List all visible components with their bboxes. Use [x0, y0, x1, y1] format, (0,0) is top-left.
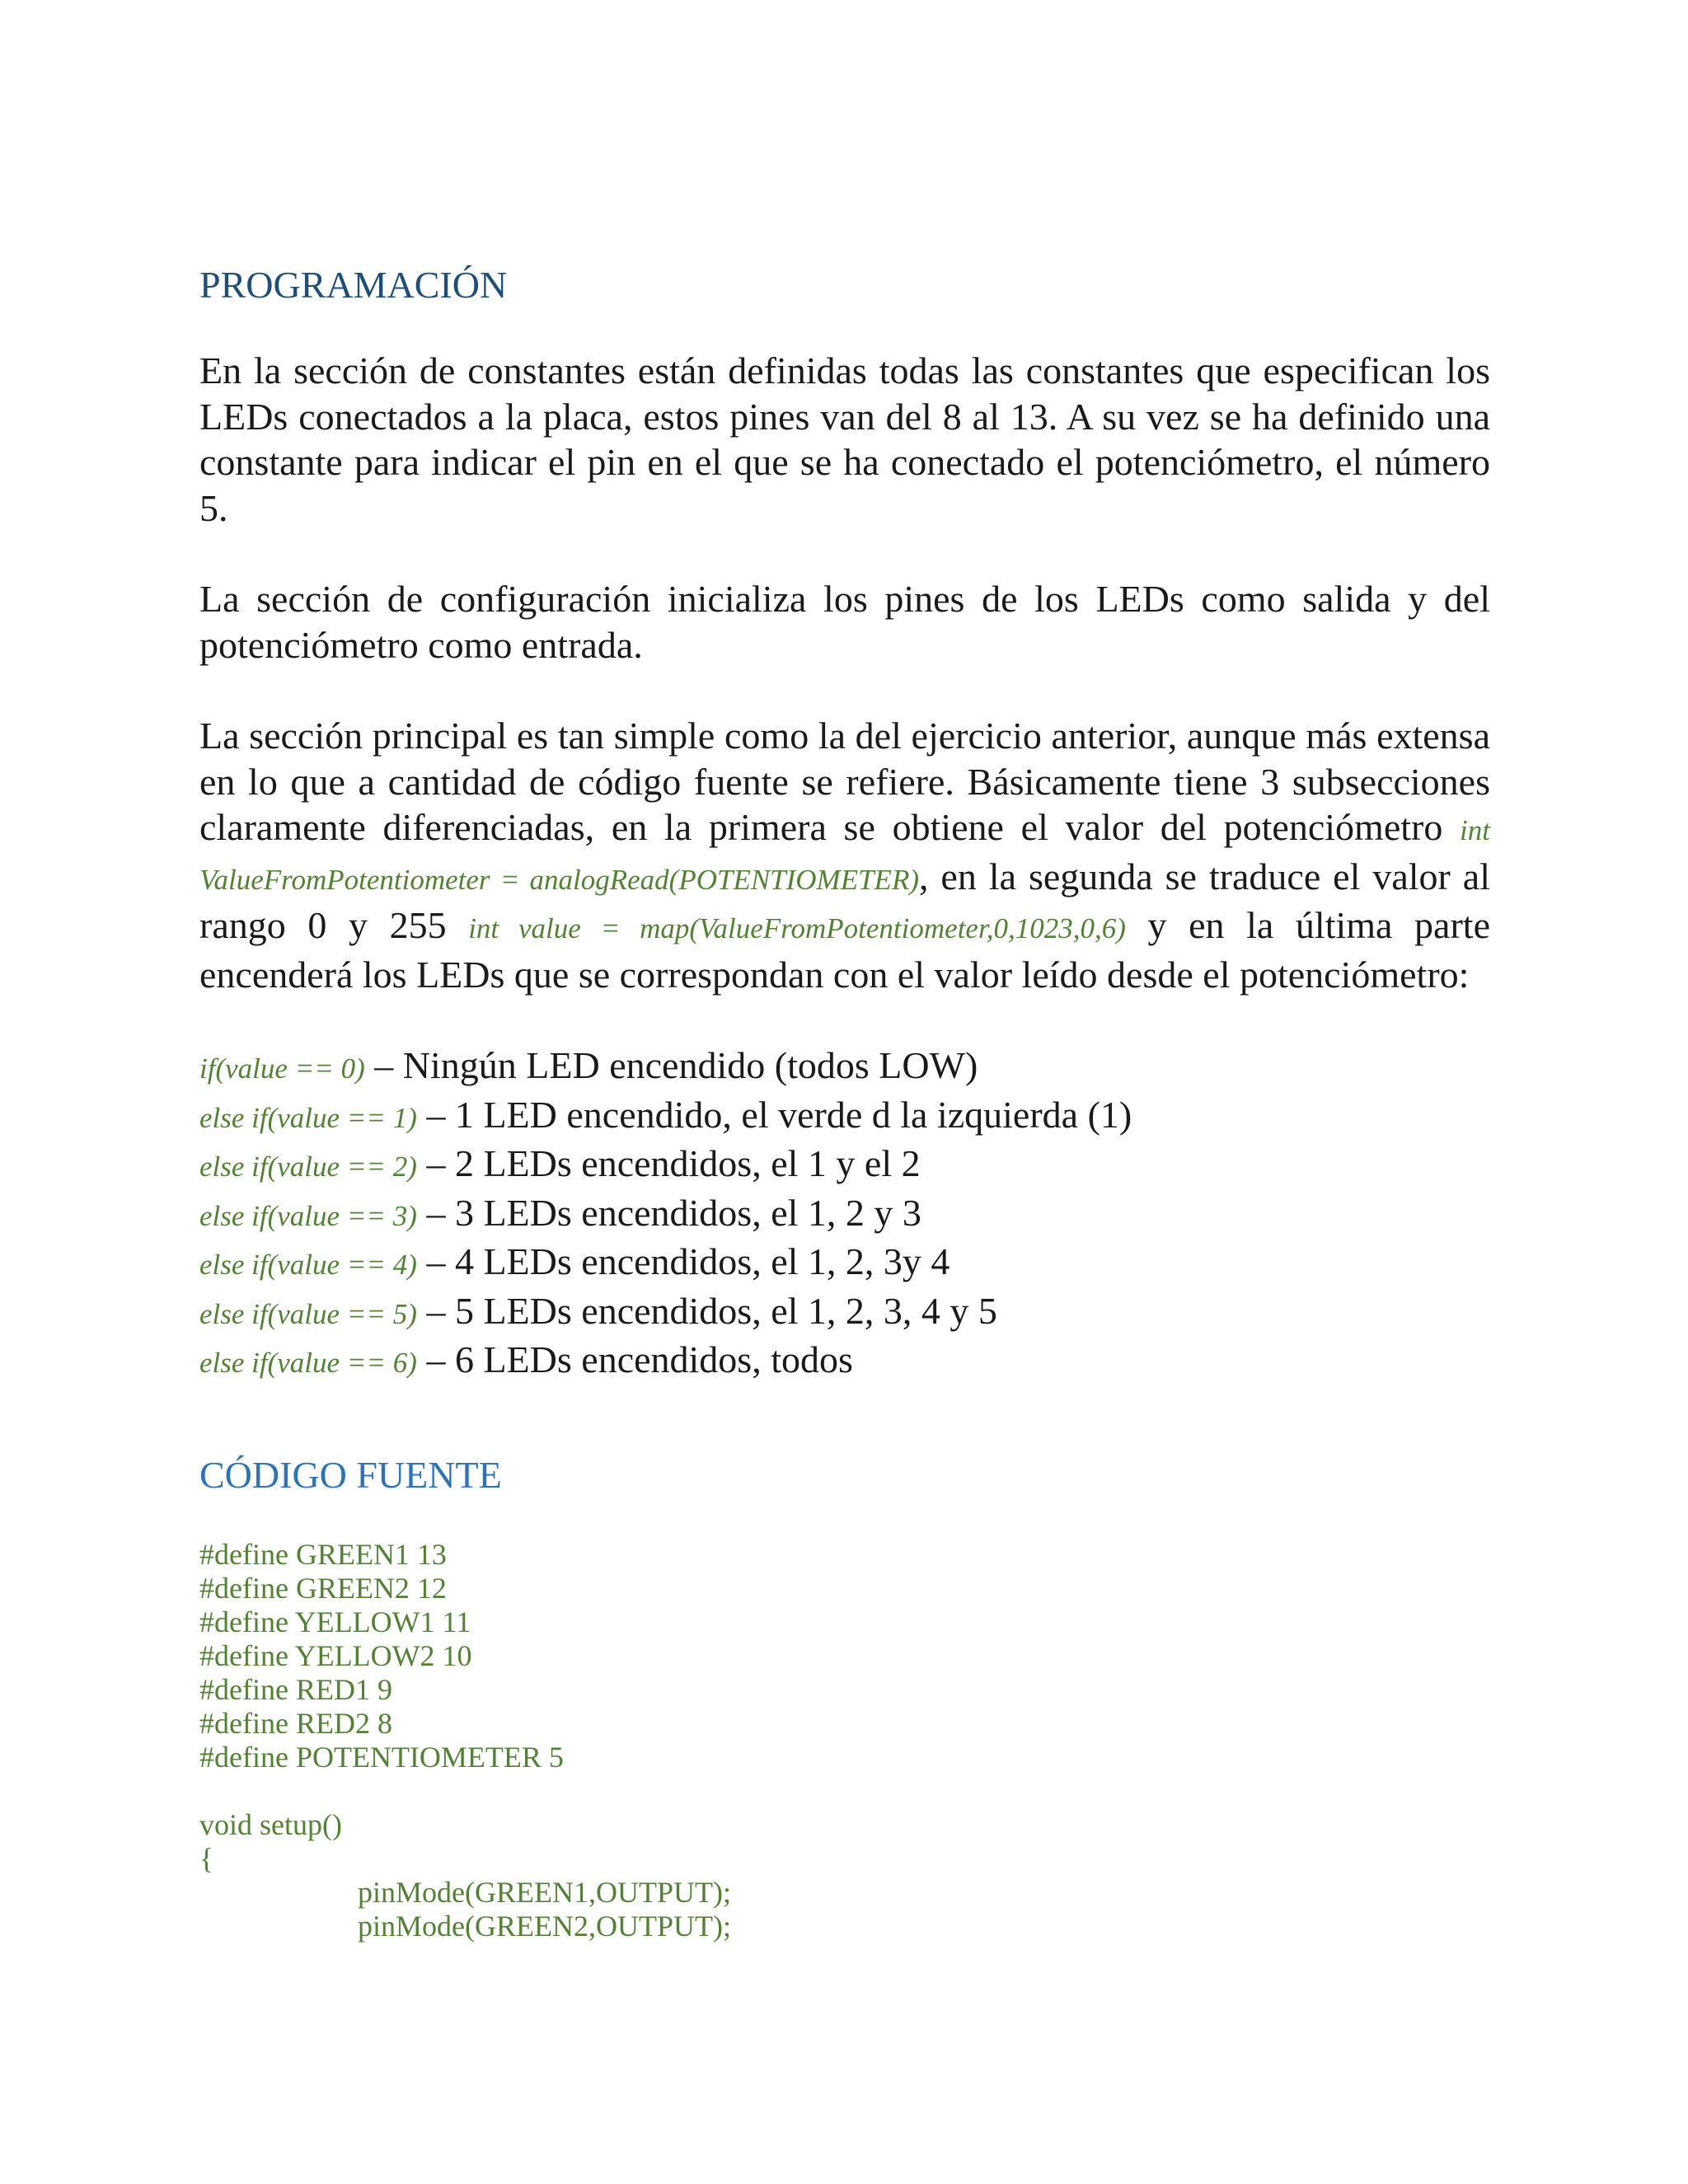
case-line	[199, 1141, 1490, 1190]
value-cases-list	[199, 1043, 1490, 1386]
paragraph-constants: En la sección de constantes están definidas todas las constantes que especifican los LEDs conectados a la placa, estos pines van del 8 al 13. A su vez se ha definido una constante para indicar el pin en el que se ha conectado el potenciómetro, el número 5.	[199, 349, 1490, 529]
case-line	[199, 1190, 1490, 1240]
code-line-define: #define YELLOW2 10	[199, 1638, 472, 1672]
case-description: – 3 LEDs encendidos, el 1, 2 y 3	[416, 1191, 921, 1234]
paragraph-config: La sección de configuración inicializa los pines de los LEDs como salida y del potenciómetro como entrada.	[199, 578, 1490, 666]
case-description: – 2 LEDs encendidos, el 1 y el 2	[416, 1142, 921, 1184]
code-line-pinmode: pinMode(GREEN1,OUTPUT);	[358, 1875, 731, 1909]
document-page	[199, 255, 1490, 1943]
case-description: – 5 LEDs encendidos, el 1, 2, 3, 4 y 5	[416, 1289, 997, 1332]
case-description: – Ningún LED encendido (todos LOW)	[364, 1044, 978, 1086]
case-line	[199, 1239, 1490, 1288]
inline-code-analogread: int ValueFromPotentiometer = analogRead(POTENTIOMETER)	[199, 814, 1490, 896]
code-line-define: #define GREEN1 13	[199, 1537, 447, 1571]
case-line	[199, 1288, 1490, 1338]
code-line-open-brace: {	[199, 1841, 214, 1875]
code-blank-line	[199, 1774, 1490, 1808]
paragraph-main-text-1: La sección principal es tan simple como la del ejercicio anterior, aunque más extensa en lo que a cantidad de código fuente se refiere. Básicamente tiene 3 subsecciones claramente diferenciadas, en la primera se obtiene el valor del potenciómetro	[199, 715, 1490, 848]
case-condition: else if(value == 4)	[199, 1249, 417, 1281]
case-condition: else if(value == 5)	[199, 1297, 417, 1330]
case-description: – 1 LED encendido, el verde d la izquierda (1)	[416, 1093, 1132, 1136]
source-code-block	[199, 1538, 1490, 1943]
case-description: – 4 LEDs encendidos, el 1, 2, 3y 4	[416, 1240, 950, 1282]
case-condition: else if(value == 3)	[199, 1199, 417, 1232]
paragraph-main-text-3: y en la última parte encenderá los LEDs que se correspondan con el valor leído desde el potenciómetro:	[199, 904, 1490, 996]
code-line-define: #define POTENTIOMETER 5	[199, 1740, 564, 1774]
paragraph-main	[199, 713, 1490, 997]
case-condition: else if(value == 2)	[199, 1151, 417, 1183]
case-condition: else if(value == 6)	[199, 1347, 417, 1379]
code-line-define: #define RED1 9	[199, 1672, 392, 1706]
code-line-setup-signature: void setup()	[199, 1807, 342, 1841]
case-condition: if(value == 0)	[199, 1052, 365, 1085]
paragraph-main-text-2: , en la segunda se traduce el valor al rango 0 y 255	[199, 855, 1490, 946]
code-line-define: #define GREEN2 12	[199, 1571, 447, 1605]
inline-code-map: int value = map(ValueFromPotentiometer,0,1023,0,6)	[468, 912, 1126, 944]
heading-codigo-fuente: CÓDIGO FUENTE	[199, 1453, 502, 1496]
code-line-define: #define RED2 8	[199, 1706, 392, 1740]
heading-programacion: PROGRAMACIÓN	[199, 264, 508, 306]
case-line	[199, 1337, 1490, 1386]
case-line	[199, 1092, 1490, 1141]
code-line-pinmode: pinMode(GREEN2,OUTPUT);	[358, 1909, 731, 1943]
case-condition: else if(value == 1)	[199, 1101, 417, 1134]
case-description: – 6 LEDs encendidos, todos	[416, 1338, 853, 1380]
case-line	[199, 1043, 1490, 1092]
code-line-define: #define YELLOW1 11	[199, 1605, 471, 1638]
